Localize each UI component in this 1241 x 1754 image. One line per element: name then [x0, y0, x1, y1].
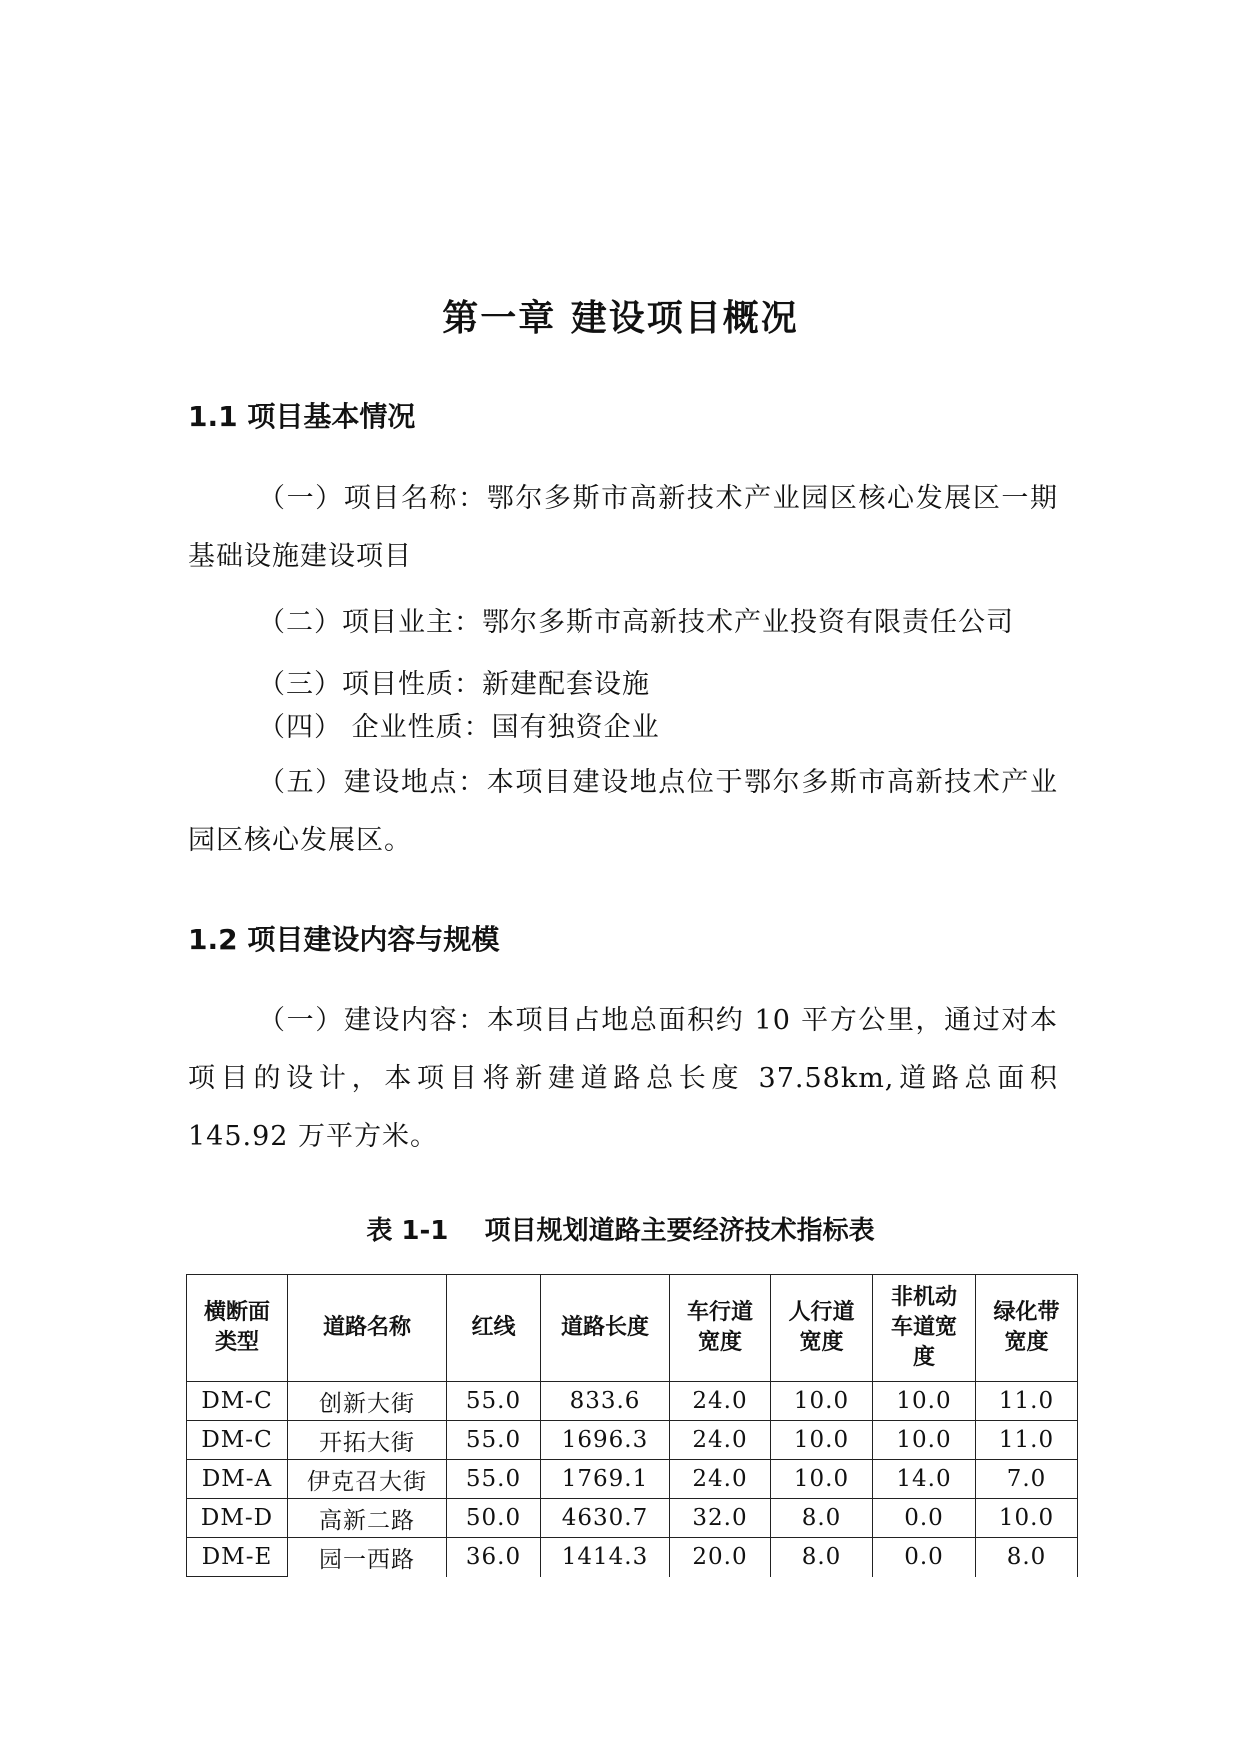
column-header: 车行道宽度: [670, 1275, 771, 1382]
table-cell: 55.0: [447, 1421, 541, 1460]
table-cell: 7.0: [976, 1460, 1078, 1499]
chapter-title: 第一章 建设项目概况: [442, 298, 799, 339]
table-cell: 55.0: [447, 1460, 541, 1499]
project-nature-paragraph: （三）项目性质：新建配套设施: [258, 669, 650, 700]
table-cell: 833.6: [541, 1382, 670, 1421]
table-row: [187, 1538, 1078, 1577]
table-cell: 1696.3: [541, 1421, 670, 1460]
table-cell: 50.0: [447, 1499, 541, 1538]
table-row: [187, 1382, 1078, 1421]
table-cell: 24.0: [670, 1382, 771, 1421]
column-header: 绿化带宽度: [976, 1275, 1078, 1382]
section-heading-1-1: 1.1 项目基本情况: [188, 400, 416, 433]
table-cell: 8.0: [976, 1538, 1078, 1577]
table-cell: 10.0: [873, 1382, 976, 1421]
table-row: [187, 1421, 1078, 1460]
construction-site-paragraph: （五）建设地点：本项目建设地点位于鄂尔多斯市高新技术产业园区核心发展区。: [188, 767, 1058, 856]
table-cell: 32.0: [670, 1499, 771, 1538]
table-cell: DM-A: [187, 1460, 288, 1499]
table-cell: 10.0: [873, 1421, 976, 1460]
table-cell: 10.0: [771, 1421, 873, 1460]
table-cell: 14.0: [873, 1460, 976, 1499]
table-cell: 11.0: [976, 1382, 1078, 1421]
table-cell: 24.0: [670, 1460, 771, 1499]
project-name-paragraph: （一）项目名称：鄂尔多斯市高新技术产业园区核心发展区一期基础设施建设项目: [188, 483, 1058, 572]
table-header-row: [187, 1275, 1078, 1382]
road-indicators-table: [186, 1274, 1078, 1577]
table-cell: 55.0: [447, 1382, 541, 1421]
table-cell: 10.0: [771, 1460, 873, 1499]
table-cell: 10.0: [976, 1499, 1078, 1538]
table-cell: 24.0: [670, 1421, 771, 1460]
table-cell: 20.0: [670, 1538, 771, 1577]
table-cell: DM-C: [187, 1421, 288, 1460]
table-cell: 1769.1: [541, 1460, 670, 1499]
table-cell: 伊克召大街: [288, 1460, 447, 1499]
table-row: [187, 1460, 1078, 1499]
table-cell: 创新大街: [288, 1382, 447, 1421]
table-cell: DM-C: [187, 1382, 288, 1421]
construction-content-paragraph: （一）建设内容：本项目占地总面积约 10 平方公里，通过对本项目的设计，本项目将新建道路总长度 37.58km,道路总面积 145.92 万平方米。: [188, 1005, 1058, 1152]
table-cell: DM-D: [187, 1499, 288, 1538]
column-header: 人行道宽度: [771, 1275, 873, 1382]
table-cell: 园一西路: [288, 1538, 447, 1577]
table-cell: 36.0: [447, 1538, 541, 1577]
table-cell: DM-E: [187, 1538, 288, 1577]
column-header: 非机动车道宽度: [873, 1275, 976, 1382]
table-cell: 8.0: [771, 1538, 873, 1577]
column-header: 横断面类型: [187, 1275, 288, 1382]
table-cell: 4630.7: [541, 1499, 670, 1538]
table-caption: 表 1-1 项目规划道路主要经济技术指标表: [366, 1216, 875, 1246]
section-heading-1-2: 1.2 项目建设内容与规模: [188, 923, 500, 956]
table-cell: 0.0: [873, 1538, 976, 1577]
table-row: [187, 1499, 1078, 1538]
table-cell: 10.0: [771, 1382, 873, 1421]
table-cell: 1414.3: [541, 1538, 670, 1577]
project-owner-paragraph: （二）项目业主：鄂尔多斯市高新技术产业投资有限责任公司: [258, 607, 1014, 638]
table-cell: 11.0: [976, 1421, 1078, 1460]
table-cell: 0.0: [873, 1499, 976, 1538]
column-header: 红线: [447, 1275, 541, 1382]
column-header: 道路名称: [288, 1275, 447, 1382]
table-cell: 8.0: [771, 1499, 873, 1538]
table-cell: 开拓大街: [288, 1421, 447, 1460]
enterprise-nature-paragraph: （四） 企业性质：国有独资企业: [258, 712, 660, 743]
column-header: 道路长度: [541, 1275, 670, 1382]
table-cell: 高新二路: [288, 1499, 447, 1538]
